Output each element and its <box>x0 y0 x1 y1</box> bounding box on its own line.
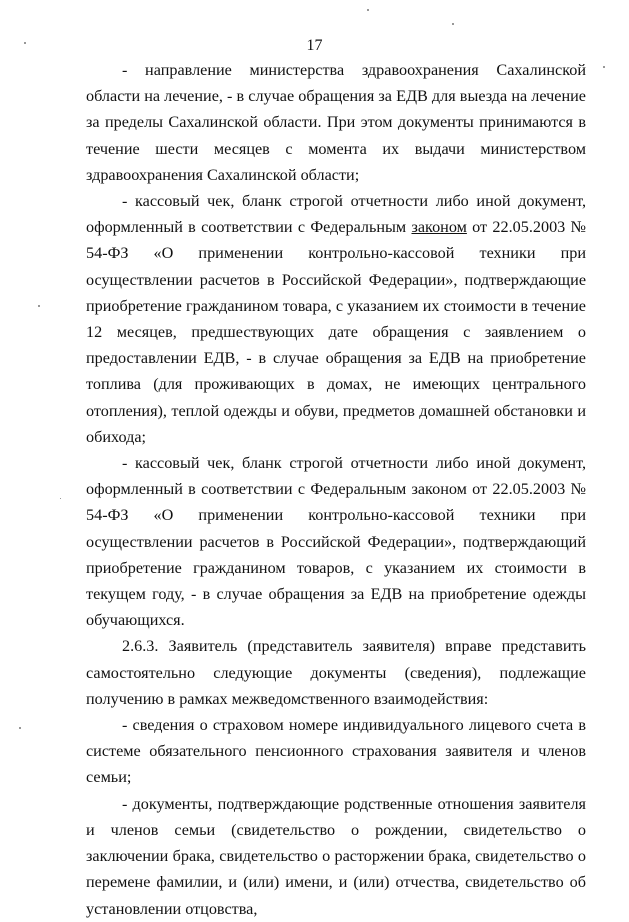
paragraph-insurance-number: - сведения о страховом номере индивидуального лицевого счета в системе обязательного пенсионного страхования заявителя и членов семьи; <box>86 716 586 787</box>
law-link[interactable]: законом <box>411 218 467 237</box>
scan-speck <box>38 305 40 307</box>
paragraph-receipt-student-clothing: - кассовый чек, бланк строгой отчетности либо иной документ, оформленный в соответствии с Федеральным законом от 22.05.2003 № 54-ФЗ «О применении контрольно-кассовой техники при осуществлении расчетов в Российской Федерации», подтверждающий приобретение гражданином товаров, с указанием их стоимости в текущем году, - в случае обращения за ЕДВ на приобретение одежды обучающихся. <box>86 454 586 630</box>
paragraph-text-end: от 22.05.2003 № 54-ФЗ «О применении контрольно-кассовой техники при осуществлении расчетов в Российской Федерации», подтверждающие приобретение гражданином товара, с указанием их стоимости в течение 12 месяцев, предшествующих дате обращения с заявлением о предоставлении ЕДВ, - в случае обращения за ЕДВ на приобретение топлива (для проживающих в домах, не имеющих центрального отопления), теплой одежды и обуви, предметов домашней обстановки и обихода; <box>86 218 586 446</box>
paragraph-section-2-6-3: 2.6.3. Заявитель (представитель заявителя) вправе представить самостоятельно следующие документы (сведения), подлежащие получению в рамках межведомственного взаимодействия: <box>86 637 586 708</box>
scan-speck <box>452 23 454 25</box>
page-number: 17 <box>306 37 323 54</box>
scan-speck <box>367 9 369 11</box>
scan-speck <box>24 42 26 44</box>
paragraph-health-referral: - направление министерства здравоохранения Сахалинской области на лечение, - в случае обращения за ЕДВ для выезда на лечение за пределы Сахалинской области. При этом документы принимаются в течение шести месяцев с момента их выдачи министерством здравоохранения Сахалинской области; <box>86 61 586 184</box>
scan-speck <box>60 498 61 499</box>
paragraph-family-documents: - документы, подтверждающие родственные отношения заявителя и членов семьи (свидетельство о рождении, свидетельство о заключении брака, свидетельство о расторжении брака, свидетельство о перемене фамилии, и (или) имени, и (или) отчества, свидетельство об установлении отцовства, <box>86 794 586 918</box>
paragraph-text-start: - кассовый чек, бланк строгой отчетности либо иной документ, оформленный в соответствии с Федеральным <box>86 192 586 237</box>
scan-speck <box>603 66 605 68</box>
paragraph-receipt-goods-12-months <box>86 188 586 450</box>
scan-speck <box>19 727 21 729</box>
document-body <box>86 57 586 922</box>
